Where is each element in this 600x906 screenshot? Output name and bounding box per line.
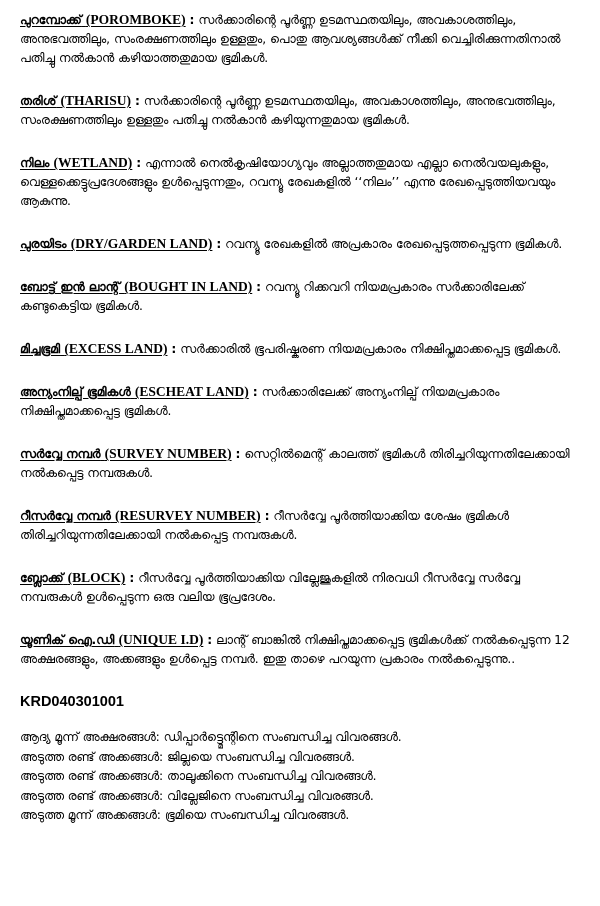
term-separator: : xyxy=(134,94,140,108)
definition-entry xyxy=(20,630,582,669)
definition-paragraph xyxy=(20,153,582,211)
term-english: (EXCESS LAND) xyxy=(64,341,168,356)
term-heading xyxy=(20,237,212,251)
definition-entry xyxy=(20,568,582,607)
term-separator: : xyxy=(189,13,195,27)
term-english: (ESCHEAT LAND) xyxy=(134,384,249,399)
term-english: (BLOCK) xyxy=(67,570,126,585)
term-heading xyxy=(20,13,186,27)
definition-entry xyxy=(20,339,582,359)
definition-entry xyxy=(20,234,582,254)
term-separator: : xyxy=(264,509,270,523)
term-english: (POROMBOKE) xyxy=(85,12,186,27)
definition-paragraph xyxy=(20,382,582,421)
term-separator: : xyxy=(207,633,213,647)
term-heading xyxy=(20,385,249,399)
term-malayalam: അന്യംനില്പ് ഭൂമികൾ xyxy=(20,385,131,399)
term-definition: സർക്കാരിന്റെ പൂർണ്ണ ഉടമസ്ഥതയിലും, അവകാശത്തിലും, അനുഭവത്തിലും, സംരക്ഷണത്തിലും ഉള്ളതും പതിച്ചു നൽകാൻ കഴിയുന്നതുമായ ഭൂമികൾ. xyxy=(20,94,556,127)
term-english: (THARISU) xyxy=(60,93,132,108)
term-malayalam: മിച്ചഭൂമി xyxy=(20,342,61,356)
term-heading xyxy=(20,571,125,585)
definition-paragraph xyxy=(20,91,582,130)
term-separator: : xyxy=(171,342,177,356)
term-heading xyxy=(20,633,203,647)
unique-id-breakdown xyxy=(20,728,582,826)
definition-paragraph xyxy=(20,506,582,545)
breakdown-item: ആദ്യ മൂന്ന് അക്ഷരങ്ങൾ: ഡിപ്പാർട്ട്മെന്റിനെ സംബന്ധിച്ച വിവരങ്ങൾ. xyxy=(20,730,402,744)
definition-entry xyxy=(20,506,582,545)
term-definition: സർക്കാരിലേക്ക് അന്യംനില്പ് നിയമപ്രകാരം നിക്ഷിപ്തമാക്കപ്പെട്ട ഭൂമികൾ. xyxy=(20,385,500,418)
term-heading xyxy=(20,156,132,170)
term-malayalam: ബ്ലോക്ക് xyxy=(20,571,64,585)
term-definition: റീസർവ്വേ പൂർത്തിയാക്കിയ വില്ലേജുകളിൽ നിരവധി റീസർവ്വേ സർവ്വേ നമ്പരുകൾ ഉൾപ്പെടുന്ന ഒരു വലിയ ഭൂപ്രദേശം. xyxy=(20,571,520,604)
breakdown-item: അടുത്ത രണ്ട് അക്കങ്ങൾ: ജില്ലയെ സംബന്ധിച്ച വിവരങ്ങൾ. xyxy=(20,749,355,764)
term-malayalam: റീസർവ്വേ നമ്പർ xyxy=(20,509,111,523)
term-heading xyxy=(20,342,167,356)
term-malayalam: യൂണിക് ഐ.ഡി xyxy=(20,633,115,647)
term-separator: : xyxy=(136,156,142,170)
breakdown-item: അടുത്ത മൂന്ന് അക്കങ്ങൾ: ഭൂമിയെ സംബന്ധിച്ച വിവരങ്ങൾ. xyxy=(20,808,350,823)
definition-paragraph xyxy=(20,277,582,316)
term-english: (BOUGHT IN LAND) xyxy=(124,279,253,294)
breakdown-item: അടുത്ത രണ്ട് അക്കങ്ങൾ: വില്ലേജിനെ സംബന്ധിച്ച വിവരങ്ങൾ. xyxy=(20,788,374,803)
definition-entry xyxy=(20,153,582,211)
definition-paragraph xyxy=(20,444,582,483)
term-definition: സർക്കാരിൽ ഭൂപരിഷ്കരണ നിയമപ്രകാരം നിക്ഷിപ്തമാക്കപ്പെട്ട ഭൂമികൾ. xyxy=(180,342,562,356)
term-separator: : xyxy=(256,280,262,294)
definition-entry xyxy=(20,91,582,130)
term-separator: : xyxy=(129,571,135,585)
term-malayalam: നിലം xyxy=(20,156,50,170)
definition-entry xyxy=(20,444,582,483)
term-english: (RESURVEY NUMBER) xyxy=(115,508,261,523)
term-definition: എന്നാൽ നെൽകൃഷിയോഗ്യവും അല്ലാത്തതുമായ എല്ലാ നെൽവയലുകളും, വെള്ളക്കെട്ടുപ്രദേശങ്ങളും ഉൾപ്പെടുന്നതും, റവന്യൂ രേഖകളിൽ ‘‘നിലം’’ എന്നു രേഖപ്പെടുത്തിയവയും ആകുന്നു. xyxy=(20,156,556,208)
term-english: (SURVEY NUMBER) xyxy=(104,446,232,461)
definition-entry xyxy=(20,382,582,421)
term-english: (WETLAND) xyxy=(53,155,133,170)
term-heading xyxy=(20,509,261,523)
term-malayalam: പുറമ്പോക്ക് xyxy=(20,13,82,27)
term-malayalam: ബോട്ട് ഇൻ ലാന്റ് xyxy=(20,280,120,294)
term-malayalam: സർവ്വേ നമ്പർ xyxy=(20,447,101,461)
term-malayalam: തരിശ് xyxy=(20,94,57,108)
definition-entry xyxy=(20,10,582,68)
term-english: (DRY/GARDEN LAND) xyxy=(70,236,213,251)
term-heading xyxy=(20,94,131,108)
breakdown-item: അടുത്ത രണ്ട് അക്കങ്ങൾ: താലൂക്കിനെ സംബന്ധിച്ച വിവരങ്ങൾ. xyxy=(20,769,377,784)
definition-paragraph xyxy=(20,630,582,669)
definition-paragraph xyxy=(20,339,582,359)
term-definition: റവന്യൂ റിക്കവറി നിയമപ്രകാരം സർക്കാരിലേക്ക് കണ്ടുകെട്ടിയ ഭൂമികൾ. xyxy=(20,280,525,313)
term-definition: ലാന്റ് ബാങ്കിൽ നിക്ഷിപ്തമാക്കപ്പെട്ട ഭൂമികൾക്ക് നൽകപ്പെടുന്ന 12 അക്ഷരങ്ങളും, അക്കങ്ങളും ഉൾപ്പെട്ട നമ്പർ. ഇതു താഴെ പറയുന്ന പ്രകാരം നൽകപ്പെടുന്നു.. xyxy=(20,633,570,666)
term-heading xyxy=(20,280,252,294)
term-separator: : xyxy=(235,447,241,461)
term-definition: റീസർവ്വേ പൂർത്തിയാക്കിയ ശേഷം ഭൂമികൾ തിരിച്ചറിയുന്നതിലേക്കായി നൽകപ്പെട്ട നമ്പരുകൾ. xyxy=(20,509,509,542)
definition-paragraph xyxy=(20,568,582,607)
term-separator: : xyxy=(252,385,258,399)
term-definition: സർക്കാരിന്റെ പൂർണ്ണ ഉടമസ്ഥതയിലും, അവകാശത്തിലും, അനുഭവത്തിലും, സംരക്ഷണത്തിലും ഉള്ളതും, പൊതു ആവശ്യങ്ങൾക്ക് നീക്കി വെച്ചിരിക്കുന്നതിനാൽ പതിച്ചു നൽകാൻ കഴിയാത്തതുമായ ഭൂമികൾ. xyxy=(20,13,561,65)
term-heading xyxy=(20,447,232,461)
term-definition: സെറ്റിൽമെന്റ് കാലത്ത് ഭൂമികൾ തിരിച്ചറിയുന്നതിലേക്കായി നൽകപ്പെട്ട നമ്പരുകൾ. xyxy=(20,447,570,480)
definitions-list xyxy=(20,10,582,669)
term-separator: : xyxy=(216,237,222,251)
definition-paragraph xyxy=(20,234,582,254)
term-malayalam: പുരയിടം xyxy=(20,237,67,251)
definition-entry xyxy=(20,277,582,316)
term-definition: റവന്യൂ രേഖകളിൽ അപ്രകാരം രേഖപ്പെടുത്തപ്പെടുന്ന ഭൂമികൾ. xyxy=(225,237,563,251)
unique-id-example: KRD040301001 xyxy=(20,694,124,710)
term-english: (UNIQUE I.D) xyxy=(118,632,204,647)
definition-paragraph xyxy=(20,10,582,68)
